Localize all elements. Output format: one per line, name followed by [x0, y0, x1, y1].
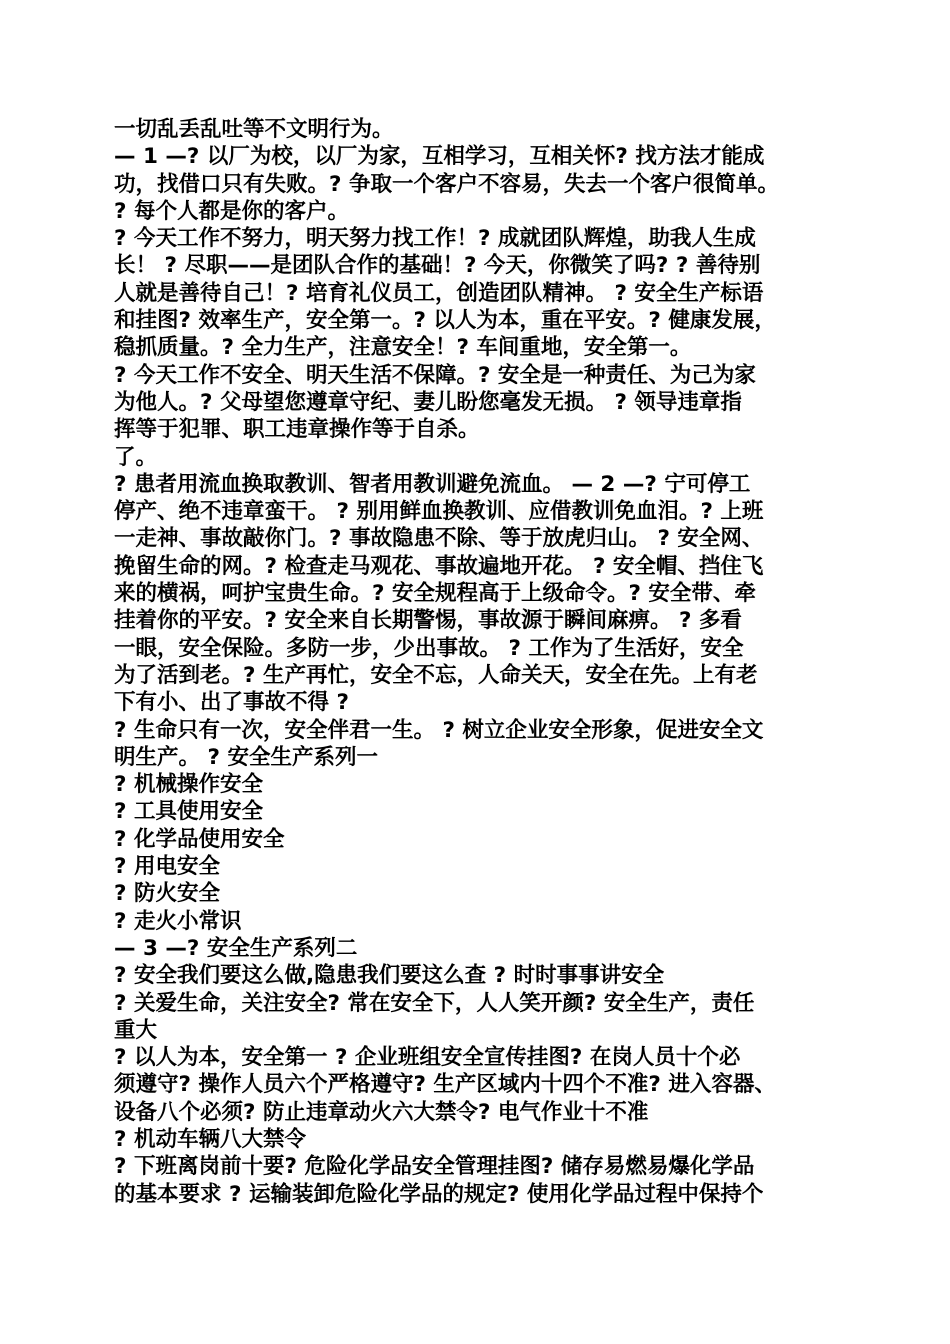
- text-line: ? 用电安全: [114, 854, 220, 880]
- text-line: 挽留生命的网。? 检查走马观花、事故遍地开花。 ? 安全帽、挡住飞: [114, 553, 764, 579]
- text-line: 重大: [114, 1017, 158, 1043]
- text-line: ? 生命只有一次，安全伴君一生。 ? 树立企业安全形象，促进安全文: [114, 717, 764, 743]
- text-line: ? 工具使用安全: [114, 799, 263, 825]
- document-body: [114, 116, 840, 1208]
- text-line: ? 关爱生命，关注安全? 常在安全下，人人笑开颜? 安全生产，责任: [114, 990, 755, 1016]
- text-line: 和挂图? 效率生产，安全第一。? 以人为本，重在平安。? 健康发展，: [114, 308, 776, 334]
- text-line: 长！ ? 尽职——是团队合作的基础！? 今天，你微笑了吗? ? 善待别: [114, 253, 761, 279]
- text-line: 一眼，安全保险。多防一步，少出事故。 ? 工作为了生活好，安全: [114, 635, 744, 661]
- text-line: 了。: [114, 444, 158, 470]
- text-line: 须遵守? 操作人员六个严格遵守? 生产区域内十四个不准? 进入容器、: [114, 1072, 776, 1098]
- text-line: ? 下班离岗前十要? 危险化学品安全管理挂图? 储存易燃易爆化学品: [114, 1154, 755, 1180]
- text-line: ? 化学品使用安全: [114, 826, 285, 852]
- text-line: 挂着你的平安。? 安全来自长期警惕，事故源于瞬间麻痹。 ? 多看: [114, 608, 742, 634]
- text-line: ? 防火安全: [114, 881, 220, 907]
- text-line: 一走神、事故敲你门。? 事故隐患不除、等于放虎归山。 ? 安全网、: [114, 526, 764, 552]
- text-line: ? 今天工作不安全、明天生活不保障。? 安全是一种责任、为己为家: [114, 362, 756, 388]
- text-line: ? 患者用流血换取教训、智者用教训避免流血。 — 2 —? 宁可停工: [114, 471, 751, 497]
- text-line: 来的横祸，呵护宝贵生命。? 安全规程高于上级命令。? 安全带、牵: [114, 581, 756, 607]
- text-line: 挥等于犯罪、职工违章操作等于自杀。: [114, 417, 480, 443]
- text-line: ? 每个人都是你的客户。: [114, 198, 349, 224]
- text-line: 为了活到老。? 生产再忙，安全不忘，人命关天，安全在先。上有老: [114, 662, 758, 688]
- text-line: 一切乱丢乱吐等不文明行为。: [114, 117, 394, 142]
- text-line: ? 机械操作安全: [114, 772, 263, 798]
- text-line: 明生产。 ? 安全生产系列一: [114, 744, 378, 770]
- text-line: 设备八个必须? 防止违章动火六大禁令? 电气作业十不准: [114, 1099, 649, 1125]
- text-line: 停产、绝不违章蛮干。 ? 别用鲜血换教训、应借教训免血泪。? 上班: [114, 499, 764, 525]
- text-line: — 3 —? 安全生产系列二: [114, 935, 358, 961]
- text-line: 下有小、出了事故不得 ?: [114, 690, 349, 716]
- text-line: — 1 —? 以厂为校，以厂为家，互相学习，互相关怀? 找方法才能成: [114, 144, 765, 170]
- text-line: ? 今天工作不努力，明天努力找工作！? 成就团队辉煌，助我人生成: [114, 226, 756, 252]
- text-line: 为他人。? 父母望您遵章守纪、妻儿盼您毫发无损。 ? 领导违章指: [114, 389, 742, 415]
- text-line: ? 安全我们要这么做,隐患我们要这么查 ? 时时事事讲安全: [114, 963, 665, 989]
- text-line: ? 以人为本，安全第一 ? 企业班组安全宣传挂图? 在岗人员十个必: [114, 1045, 741, 1071]
- text-line: ? 机动车辆八大禁令: [114, 1126, 306, 1152]
- text-line: 功，找借口只有失败。? 争取一个客户不容易，失去一个客户很简单。: [114, 171, 779, 197]
- text-line: 的基本要求 ? 运输装卸危险化学品的规定? 使用化学品过程中保持个: [114, 1181, 764, 1207]
- text-line: 人就是善待自己！? 培育礼仪员工，创造团队精神。 ? 安全生产标语: [114, 280, 764, 306]
- text-line: ? 走火小常识: [114, 908, 242, 934]
- text-line: 稳抓质量。? 全力生产，注意安全！? 车间重地，安全第一。: [114, 335, 692, 361]
